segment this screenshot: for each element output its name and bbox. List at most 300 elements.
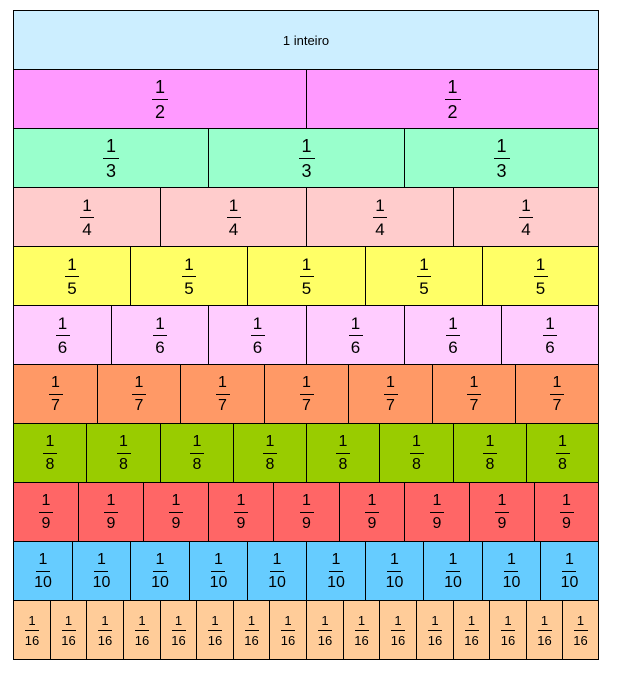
fraction-denominator: 5 (301, 278, 312, 298)
fraction-numerator: 1 (106, 491, 116, 509)
fraction-numerator: 1 (265, 432, 275, 450)
fraction-bar (538, 630, 552, 631)
fraction-bar (299, 158, 315, 159)
fraction-bar (216, 394, 230, 395)
fraction-numerator: 1 (218, 373, 227, 391)
fraction-label (386, 552, 404, 591)
fraction-numerator: 1 (67, 254, 77, 274)
fraction-cell (13, 246, 131, 306)
fraction-numerator: 1 (228, 195, 239, 215)
fraction-bar (94, 571, 108, 572)
fraction-label (534, 256, 548, 297)
fraction-denominator: 9 (302, 514, 311, 532)
fraction-numerator: 1 (507, 550, 516, 568)
fraction-cell (130, 541, 190, 601)
fraction-denominator: 16 (464, 632, 479, 648)
fraction-label (182, 256, 196, 297)
fraction-wall (13, 10, 599, 659)
fraction-denominator: 6 (252, 337, 263, 357)
fraction-cell (143, 482, 209, 542)
fraction-label (365, 493, 379, 532)
fraction-cell (306, 305, 405, 365)
fraction-numerator: 1 (375, 195, 385, 215)
row-16ths (13, 600, 599, 659)
fraction-label (210, 552, 228, 591)
fraction-denominator: 16 (280, 632, 296, 648)
fraction-denominator: 3 (301, 160, 312, 181)
fraction-bar (208, 630, 222, 631)
fraction-bar (153, 571, 167, 572)
fraction-denominator: 16 (61, 632, 76, 648)
fraction-bar (446, 571, 460, 572)
fraction-bar (467, 394, 481, 395)
fraction-bar (501, 630, 515, 631)
fraction-cell (343, 600, 380, 660)
fraction-denominator: 9 (497, 514, 507, 532)
fraction-numerator: 1 (552, 373, 562, 391)
fraction-numerator: 1 (419, 254, 429, 274)
fraction-denominator: 8 (265, 455, 275, 473)
fraction-bar (417, 276, 431, 277)
fraction-bar (534, 276, 548, 277)
fraction-denominator: 7 (552, 396, 562, 414)
fraction-bar (104, 512, 118, 513)
fraction-label (519, 197, 533, 238)
row-7ths (13, 364, 599, 423)
fraction-bar (446, 335, 460, 336)
fraction-cell (86, 423, 161, 483)
fraction-label (349, 315, 363, 356)
fraction-denominator: 16 (390, 632, 406, 648)
whole-cell (13, 10, 599, 70)
fraction-cell (208, 305, 307, 365)
fraction-numerator: 1 (184, 254, 194, 274)
fraction-denominator: 6 (545, 337, 555, 357)
fraction-label (117, 434, 131, 473)
fraction-denominator: 4 (82, 219, 92, 239)
fraction-cell (306, 69, 599, 129)
fraction-numerator: 1 (105, 135, 116, 156)
fraction-label (104, 493, 118, 532)
fraction-denominator: 8 (338, 455, 348, 473)
fraction-numerator: 1 (284, 612, 292, 628)
fraction-cell (348, 364, 433, 424)
fraction-cell (247, 541, 307, 601)
fraction-denominator: 7 (218, 396, 227, 414)
fraction-numerator: 1 (467, 612, 476, 628)
row-4ths (13, 187, 599, 246)
fraction-numerator: 1 (485, 432, 495, 450)
fraction-bar (132, 394, 146, 395)
fraction-cell (526, 423, 599, 483)
fraction-denominator: 10 (502, 573, 521, 591)
fraction-denominator: 5 (184, 278, 194, 298)
fraction-cell (160, 187, 307, 247)
fraction-bar (410, 453, 424, 454)
fraction-label (43, 434, 57, 473)
row-8ths (13, 423, 599, 482)
fraction-denominator: 8 (45, 455, 55, 473)
fraction-cell (180, 364, 265, 424)
fraction-bar (428, 630, 442, 631)
fraction-numerator: 1 (431, 612, 439, 628)
fraction-label (135, 614, 149, 647)
fraction-denominator: 3 (496, 160, 507, 181)
fraction-denominator: 9 (171, 514, 181, 532)
fraction-cell (432, 364, 516, 424)
fraction-label (299, 137, 315, 180)
fraction-cell (306, 187, 454, 247)
fraction-label (550, 375, 564, 414)
fraction-bar (365, 512, 379, 513)
fraction-bar (62, 630, 76, 631)
fraction-label (244, 614, 258, 647)
fraction-bar (495, 512, 509, 513)
fraction-denominator: 16 (207, 632, 223, 648)
fraction-cell (50, 600, 87, 660)
fraction-bar (504, 571, 518, 572)
fraction-cell (264, 364, 349, 424)
fraction-label (169, 493, 183, 532)
fraction-bar (270, 571, 284, 572)
fraction-bar (152, 99, 168, 100)
fraction-cell (469, 482, 535, 542)
fraction-rows (13, 69, 599, 659)
fraction-bar (39, 512, 53, 513)
fraction-cell (273, 482, 340, 542)
fraction-cell (365, 541, 424, 601)
fraction-bar (430, 512, 444, 513)
fraction-label (494, 137, 510, 180)
fraction-label (234, 493, 248, 532)
fraction-bar (300, 512, 314, 513)
fraction-cell (404, 128, 599, 188)
fraction-cell (339, 482, 405, 542)
fraction-denominator: 6 (57, 337, 68, 357)
fraction-numerator: 1 (171, 491, 181, 509)
fraction-cell (13, 364, 98, 424)
fraction-label (208, 614, 222, 647)
fraction-numerator: 1 (174, 612, 183, 628)
fraction-numerator: 1 (390, 550, 399, 568)
fraction-label (171, 614, 185, 647)
fraction-bar (329, 571, 343, 572)
fraction-label (501, 614, 515, 647)
fraction-numerator: 1 (138, 612, 146, 628)
fraction-denominator: 10 (34, 573, 52, 591)
fraction-bar (494, 158, 510, 159)
fraction-denominator: 16 (134, 632, 150, 648)
fraction-label (56, 315, 70, 356)
fraction-bar (281, 630, 295, 631)
fraction-denominator: 8 (119, 455, 128, 473)
fraction-denominator: 16 (537, 632, 552, 648)
fraction-denominator: 7 (386, 396, 395, 414)
fraction-cell (72, 541, 131, 601)
fraction-cell (160, 423, 234, 483)
fraction-denominator: 9 (41, 514, 51, 532)
fraction-denominator: 16 (317, 632, 333, 648)
fraction-denominator: 16 (427, 632, 443, 648)
fraction-label (216, 375, 230, 414)
fraction-numerator: 1 (558, 432, 567, 450)
fraction-denominator: 4 (521, 219, 531, 239)
fraction-cell (13, 69, 307, 129)
fraction-numerator: 1 (496, 135, 507, 156)
fraction-bar (373, 217, 387, 218)
fraction-numerator: 1 (447, 76, 458, 97)
fraction-label (80, 197, 94, 238)
fraction-denominator: 10 (268, 573, 286, 591)
fraction-cell (111, 305, 209, 365)
fraction-denominator: 7 (51, 396, 60, 414)
fraction-numerator: 1 (301, 135, 312, 156)
fraction-numerator: 1 (412, 432, 421, 450)
fraction-bar (49, 394, 63, 395)
fraction-cell (534, 482, 599, 542)
fraction-bar (560, 512, 574, 513)
fraction-bar (227, 217, 241, 218)
fraction-numerator: 1 (45, 432, 55, 450)
fraction-numerator: 1 (51, 373, 60, 391)
fraction-cell (482, 246, 599, 306)
whole-row (13, 10, 599, 69)
fraction-cell (160, 600, 197, 660)
fraction-denominator: 5 (535, 278, 546, 298)
fraction-numerator: 1 (97, 550, 106, 568)
whole-label: 1 inteiro (282, 32, 330, 48)
fraction-cell (13, 128, 209, 188)
fraction-label (327, 552, 345, 591)
fraction-denominator: 7 (469, 396, 479, 414)
fraction-bar (384, 394, 398, 395)
fraction-numerator: 1 (236, 491, 246, 509)
fraction-numerator: 1 (154, 76, 165, 97)
fraction-cell (208, 482, 274, 542)
fraction-numerator: 1 (545, 313, 555, 333)
fraction-numerator: 1 (247, 612, 256, 628)
fraction-numerator: 1 (64, 612, 73, 628)
fraction-label (98, 614, 112, 647)
fraction-cell (306, 600, 344, 660)
fraction-numerator: 1 (302, 491, 311, 509)
fraction-denominator: 10 (560, 573, 579, 591)
fraction-bar (36, 571, 50, 572)
fraction-bar (543, 335, 557, 336)
fraction-numerator: 1 (448, 550, 458, 568)
fraction-cell (13, 600, 51, 660)
fraction-bar (483, 453, 497, 454)
fraction-label (132, 375, 146, 414)
fraction-cell (233, 600, 270, 660)
fraction-bar (336, 453, 350, 454)
fraction-bar (169, 512, 183, 513)
fraction-label (417, 256, 431, 297)
fraction-label (39, 493, 53, 532)
fraction-denominator: 8 (558, 455, 567, 473)
fraction-cell (501, 305, 599, 365)
fraction-label (268, 552, 286, 591)
fraction-bar (182, 276, 196, 277)
fraction-cell (13, 305, 112, 365)
fraction-bar (103, 158, 119, 159)
fraction-denominator: 9 (367, 514, 377, 532)
fraction-label (300, 493, 314, 532)
fraction-label (190, 434, 204, 473)
fraction-label (384, 375, 398, 414)
fraction-cell (86, 600, 124, 660)
fraction-denominator: 4 (228, 219, 239, 239)
fraction-cell (404, 482, 470, 542)
fraction-label (25, 614, 39, 647)
fraction-numerator: 1 (211, 612, 219, 628)
fraction-label (430, 493, 444, 532)
fraction-denominator: 7 (134, 396, 144, 414)
fraction-label (153, 315, 167, 356)
fraction-bar (445, 99, 461, 100)
fraction-label (227, 197, 241, 238)
row-2ths (13, 69, 599, 128)
row-6ths (13, 305, 599, 364)
fraction-denominator: 2 (154, 101, 165, 122)
fraction-denominator: 9 (562, 514, 571, 532)
fraction-numerator: 1 (41, 491, 51, 509)
fraction-label (464, 614, 478, 647)
fraction-numerator: 1 (119, 432, 128, 450)
fraction-denominator: 2 (447, 101, 458, 122)
fraction-numerator: 1 (338, 432, 348, 450)
fraction-cell (423, 541, 483, 601)
fraction-cell (13, 187, 161, 247)
fraction-cell (515, 364, 599, 424)
fraction-numerator: 1 (576, 612, 585, 628)
row-5ths (13, 246, 599, 305)
fraction-label (560, 493, 574, 532)
fraction-cell (540, 541, 599, 601)
fraction-numerator: 1 (302, 373, 311, 391)
fraction-numerator: 1 (155, 313, 165, 333)
fraction-label (65, 256, 79, 297)
fraction-label (318, 614, 332, 647)
fraction-denominator: 3 (105, 160, 116, 181)
fraction-denominator: 6 (350, 337, 361, 357)
fraction-numerator: 1 (469, 373, 479, 391)
fraction-denominator: 16 (24, 632, 40, 648)
fraction-numerator: 1 (82, 195, 92, 215)
fraction-numerator: 1 (28, 612, 36, 628)
fraction-numerator: 1 (350, 313, 361, 333)
fraction-label (543, 315, 557, 356)
fraction-label (300, 256, 314, 297)
fraction-label (152, 78, 168, 121)
fraction-numerator: 1 (504, 612, 512, 628)
fraction-denominator: 16 (573, 632, 588, 648)
fraction-cell (269, 600, 307, 660)
fraction-bar (318, 630, 332, 631)
fraction-label (428, 614, 442, 647)
fraction-bar (211, 571, 225, 572)
fraction-bar (25, 630, 39, 631)
fraction-denominator: 9 (432, 514, 442, 532)
fraction-denominator: 9 (106, 514, 116, 532)
fraction-denominator: 10 (444, 573, 462, 591)
fraction-numerator: 1 (155, 550, 165, 568)
fraction-label (483, 434, 497, 473)
fraction-cell (453, 423, 527, 483)
fraction-numerator: 1 (521, 195, 531, 215)
fraction-cell (379, 423, 454, 483)
fraction-label (373, 197, 387, 238)
fraction-cell (416, 600, 454, 660)
fraction-cell (306, 541, 366, 601)
fraction-numerator: 1 (57, 313, 68, 333)
fraction-numerator: 1 (252, 313, 263, 333)
fraction-denominator: 10 (151, 573, 169, 591)
fraction-bar (355, 630, 369, 631)
fraction-bar (98, 630, 112, 631)
row-3ths (13, 128, 599, 187)
fraction-cell (13, 541, 73, 601)
fraction-label (573, 614, 587, 647)
fraction-numerator: 1 (321, 612, 329, 628)
fraction-cell (482, 541, 541, 601)
fraction-denominator: 10 (385, 573, 404, 591)
fraction-cell (78, 482, 144, 542)
fraction-bar (465, 630, 479, 631)
fraction-denominator: 5 (419, 278, 429, 298)
fraction-denominator: 10 (327, 573, 345, 591)
fraction-numerator: 1 (562, 491, 571, 509)
fraction-denominator: 16 (500, 632, 516, 648)
fraction-denominator: 9 (236, 514, 246, 532)
fraction-label (503, 552, 521, 591)
fraction-numerator: 1 (357, 612, 366, 628)
fraction-label (556, 434, 570, 473)
fraction-cell (189, 541, 248, 601)
fraction-cell (233, 423, 307, 483)
fraction-numerator: 1 (331, 550, 341, 568)
fraction-bar (556, 453, 570, 454)
fraction-bar (56, 335, 70, 336)
fraction-cell (453, 600, 490, 660)
fraction-label (34, 552, 52, 591)
fraction-numerator: 1 (386, 373, 395, 391)
fraction-label (444, 552, 462, 591)
fraction-numerator: 1 (535, 254, 546, 274)
fraction-denominator: 4 (375, 219, 385, 239)
fraction-label (300, 375, 314, 414)
fraction-numerator: 1 (565, 550, 574, 568)
fraction-denominator: 8 (192, 455, 202, 473)
fraction-cell (123, 600, 161, 660)
fraction-denominator: 10 (209, 573, 228, 591)
fraction-label (151, 552, 169, 591)
fraction-bar (562, 571, 576, 572)
fraction-bar (349, 335, 363, 336)
fraction-cell (13, 482, 79, 542)
fraction-numerator: 1 (101, 612, 109, 628)
fraction-denominator: 6 (155, 337, 165, 357)
row-9ths (13, 482, 599, 541)
fraction-label (446, 315, 460, 356)
fraction-numerator: 1 (448, 313, 458, 333)
fraction-numerator: 1 (540, 612, 549, 628)
fraction-denominator: 16 (171, 632, 186, 648)
fraction-bar (43, 453, 57, 454)
fraction-cell (526, 600, 563, 660)
fraction-numerator: 1 (394, 612, 402, 628)
fraction-bar (550, 394, 564, 395)
